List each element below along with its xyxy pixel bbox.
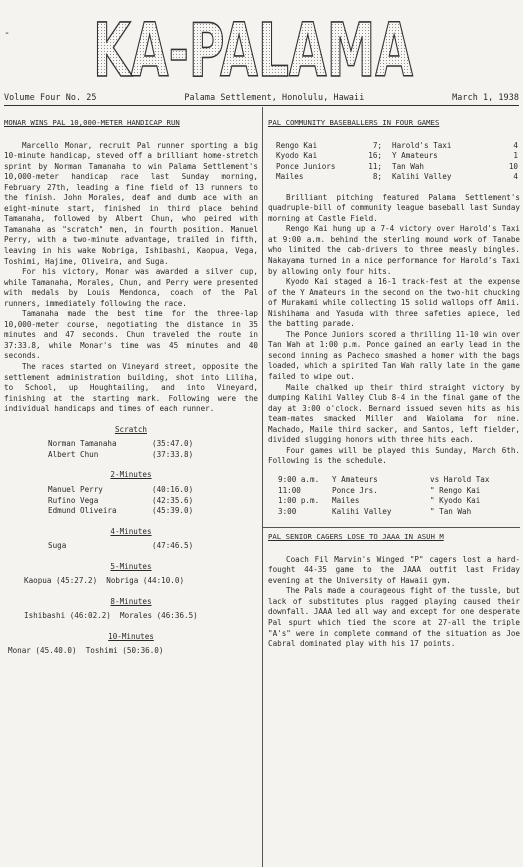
schedule-row: 9:00 a.m. Y Amateurs vs Harold Tax — [278, 474, 490, 484]
masthead-logo — [88, 8, 418, 88]
article-paragraph: Maile chalked up their third straight victory by dumping Kalihi Valley Club 8-4 in the final game of the day at 3:00 o'clock. Bernard issued seven hits as his team-mates smacked Miller and Waiolama for nine. Machado, Maile third sacker, and Santos, left fielder, divided slugging honors with three hits each. — [268, 382, 520, 445]
result-row: Norman Tamanaha (35:47.0) — [48, 439, 194, 449]
article-paragraph: The Ponce Juniors scored a thrilling 11-10 win over Tan Wah at 1:00 p.m. Ponce gained an early lead in the second inning as Pacheco smashed a homer with the bags loaded, which a spirited Tan Wah rally late in the game failed to wipe out. — [268, 329, 520, 382]
result-row: Ishibashi (46:02.2) Morales (46:36.5) — [24, 611, 198, 621]
column-divider — [262, 107, 263, 867]
masthead-dash: - — [4, 28, 11, 39]
schedule-row: 3:00 Kalihi Valley " Tan Wah — [278, 506, 472, 516]
score-table — [276, 141, 520, 183]
results-heading-8min: 8-Minutes — [110, 596, 152, 606]
article-paragraph: The races started on Vineyard street, opposite the settlement administration building, shot into Liliha, to School, up Houghtailing, and into Vineyard, finishing at the starting mark. Following were the individual handicaps and times of each runner. — [4, 362, 258, 414]
masthead — [88, 8, 418, 88]
article-paragraph: Marcello Monar, recruit Pal runner sporting a big 10-minute handicap, steved off a brilliant home-stretch sprint by Norman Tamanaha to win Palama Settlement's 10,000-meter handicap race last Sunday morning, February 27th, leading a fine field of 13 runners to the finish. John Morales, deaf and dumb ace with an eight-minute start, finished in third place behind Tamanaha, followed by Albert Chun, who peired with Tamanaha as "scratch" men, in fourth position. Manuel Perry, with a two-minute advantage, trailed in fifth, leaving in his wake Nobriga, Ishibashi, Kaopua, Vega, Toshimi, Hajime, Oliveira, and Suga. — [4, 140, 258, 266]
issue-line — [4, 92, 519, 102]
headline-baseball: PAL COMMUNITY BASEBALLERS IN FOUR GAMES — [268, 118, 440, 127]
headline-cagers: PAL SENIOR CAGERS LOSE TO JAAA IN ASUH M — [268, 532, 444, 542]
schedule-row: 11:00 Ponce Jrs. " Rengo Kai — [278, 485, 481, 495]
schedule-table — [278, 475, 520, 517]
result-row: Albert Chun (37:33.8) — [48, 449, 194, 459]
result-row: Monar (45.40.0) Toshimi (50:36.0) — [8, 646, 164, 656]
headline-handicap-run: MONAR WINS PAL 10,000-METER HANDICAP RUN — [4, 118, 180, 127]
result-row: Rufino Vega (42:35.6) — [48, 495, 194, 505]
result-row: Manuel Perry (40:16.0) — [48, 484, 194, 494]
result-row: Kaopua (45:27.2) Nobriga (44:10.0) — [24, 576, 185, 586]
score-row: Rengo Kai 7; Harold's Taxi 4 — [276, 140, 518, 150]
score-row: Mailes 8; Kalihi Valley 4 — [276, 172, 518, 182]
results-heading-4min: 4-Minutes — [110, 526, 152, 536]
article-paragraph: For his victory, Monar was awarded a silver cup, while Tamanaha, Morales, Chun, and Perry were presented with medals by Louis Mendonca, coach of the Pal runners, immediately following the race. — [4, 267, 258, 308]
masthead-title: KA-PALAMA — [93, 8, 413, 88]
right-column — [268, 118, 520, 650]
schedule-row: 1:00 p.m. Mailes " Kyodo Kai — [278, 496, 481, 506]
result-row: Edmund Oliveira (45:39.0) — [48, 506, 194, 516]
issue-date: March 1, 1938 — [452, 92, 519, 102]
result-row: Suga (47:46.5) — [48, 541, 194, 551]
score-row: Ponce Juniors 11; Tan Wah 10 — [276, 161, 518, 171]
score-row: Kyodo Kai 16; Y Amateurs 1 — [276, 151, 518, 161]
article-paragraph: Coach Fil Marvin's Winged "P" cagers lost a hard-fought 44-35 game to the JAAA outfit last Friday evening at the University of Hawaii gym. — [268, 554, 520, 585]
results-heading-10min: 10-Minutes — [108, 631, 154, 641]
top-rule — [4, 105, 519, 106]
results-heading-2min: 2-Minutes — [110, 470, 152, 480]
article-paragraph: Brilliant pitching featured Palama Settlement's quadruple-bill of community league baseball last Sunday morning at Castle Field. — [268, 192, 520, 223]
article-paragraph: Four games will be played this Sunday, March 6th. Following is the schedule. — [268, 445, 520, 466]
volume-number: Volume Four No. 25 — [4, 92, 97, 102]
publisher-location: Palama Settlement, Honolulu, Hawaii — [184, 92, 365, 102]
article-paragraph: Rengo Kai hung up a 7-4 victory over Harold's Taxi at 9:00 a.m. behind the sterling mound work of Tanabe who limited the cab-drivers to three measly bingles. Nakayama turned in a nice performance for Harold's Taxi by allowing only four hits. — [268, 224, 520, 276]
article-paragraph: Tamanaha made the best time for the three-lap 10,000-meter course, negotiating the distance in 35 minutes and 47 seconds. Chun traveled the route in 37:33.8, while Monar's time was 45 minutes and 40 seconds. — [4, 309, 258, 361]
article-paragraph: Kyodo Kai staged a 16-1 track-fest at the expense of the Y Amateurs in the second on the two-hit chucking of Murakami while collecting 15 solid wallops off Amii. Nishihama and Yasuda with three safeties apiece, led the batting parade. — [268, 277, 520, 329]
section-rule — [262, 527, 520, 528]
article-paragraph: The Pals made a courageous fight of the tussle, but lack of substitutes plus ragged playing caused their downfall. JAAA led all way and except for one desperate Pal spurt which tied the score at 27-all the triple "A's" were in complete command of the situation as Joe Cabral dominated play with his 17 points. — [268, 586, 520, 649]
results-heading-5min: 5-Minutes — [110, 561, 152, 571]
left-column — [4, 118, 258, 657]
results-heading-scratch: Scratch — [114, 424, 147, 434]
